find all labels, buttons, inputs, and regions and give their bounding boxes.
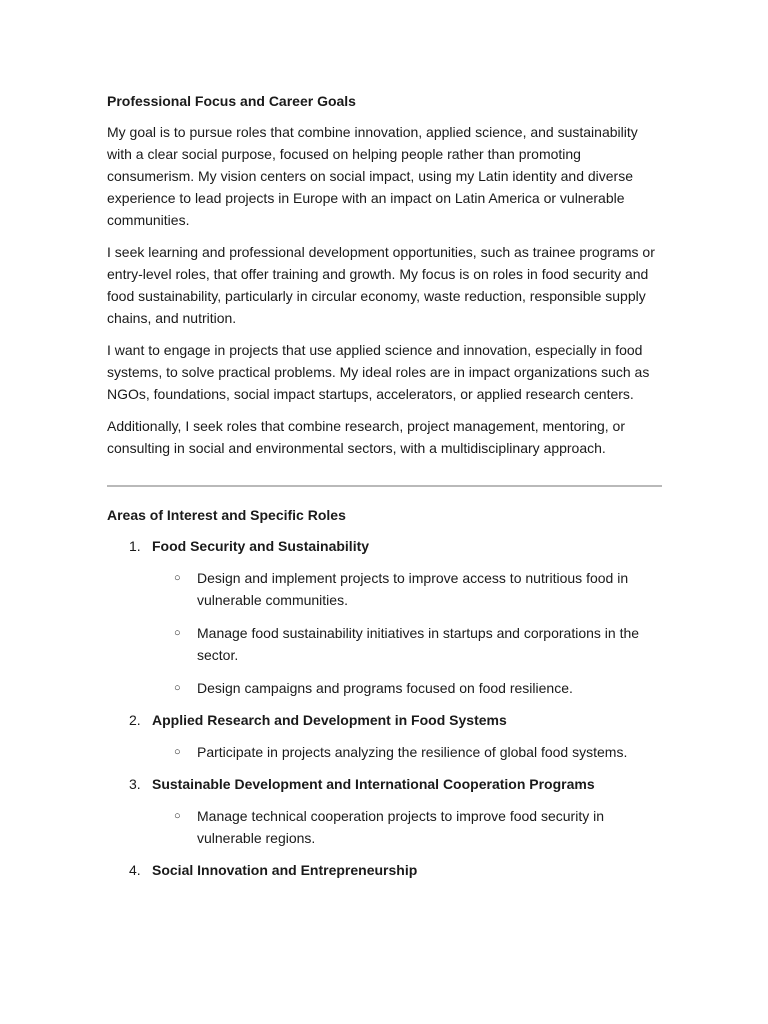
section-areas-of-interest [107, 505, 662, 881]
area-item [107, 773, 662, 849]
hollow-circle-bullet-icon: ○ [174, 682, 181, 694]
bullet-list [152, 741, 662, 763]
area-title: Social Innovation and Entrepreneurship [152, 862, 418, 878]
list-number: 2. [129, 712, 141, 728]
bullet-item [152, 622, 662, 666]
bullet-item [152, 567, 662, 611]
hollow-circle-bullet-icon: ○ [174, 627, 181, 639]
hollow-circle-bullet-icon: ○ [174, 572, 181, 584]
bullet-text: Design campaigns and programs focused on food resilience. [197, 680, 573, 696]
bullet-text: Manage technical cooperation projects to improve food security in vulnerable regions. [197, 808, 604, 846]
bullet-item [152, 741, 662, 763]
paragraph: My goal is to pursue roles that combine innovation, applied science, and sustainability with a clear social purpose, focused on helping people rather than promoting consumerism. My vision centers on social impact, using my Latin identity and diverse experience to lead projects in Europe with an impact on Latin America or vulnerable communities. [107, 124, 638, 228]
hollow-circle-bullet-icon: ○ [174, 810, 181, 822]
section-career-goals [107, 91, 662, 459]
areas-list [107, 535, 662, 881]
bullet-list [152, 567, 662, 699]
section-heading: Professional Focus and Career Goals [107, 93, 356, 109]
paragraph: Additionally, I seek roles that combine research, project management, mentoring, or consulting in social and environmental sectors, with a multidisciplinary approach. [107, 418, 625, 456]
list-number: 1. [129, 538, 141, 554]
section-heading: Areas of Interest and Specific Roles [107, 507, 346, 523]
bullet-item [152, 805, 662, 849]
area-title: Sustainable Development and International Cooperation Programs [152, 776, 595, 792]
area-title: Food Security and Sustainability [152, 538, 370, 554]
paragraph: I want to engage in projects that use applied science and innovation, especially in food systems, to solve practical problems. My ideal roles are in impact organizations such as NGOs, foundations, social impact startups, accelerators, or applied research centers. [107, 342, 650, 402]
area-item [107, 535, 662, 699]
hollow-circle-bullet-icon: ○ [174, 746, 181, 758]
horizontal-divider [107, 485, 662, 487]
bullet-text: Manage food sustainability initiatives in startups and corporations in the sector. [197, 625, 640, 663]
bullet-item [152, 677, 662, 699]
bullet-text: Participate in projects analyzing the resilience of global food systems. [197, 744, 628, 760]
list-number: 4. [129, 862, 141, 878]
bullet-list [152, 805, 662, 849]
area-item [107, 709, 662, 763]
paragraph: I seek learning and professional development opportunities, such as trainee programs or entry-level roles, that offer training and growth. My focus is on roles in food security and food sustainability, particularly in circular economy, waste reduction, responsible supply chains, and nutrition. [107, 244, 655, 326]
area-title: Applied Research and Development in Food Systems [152, 712, 507, 728]
list-number: 3. [129, 776, 141, 792]
bullet-text: Design and implement projects to improve access to nutritious food in vulnerable communities. [197, 570, 629, 608]
area-item [107, 859, 662, 881]
